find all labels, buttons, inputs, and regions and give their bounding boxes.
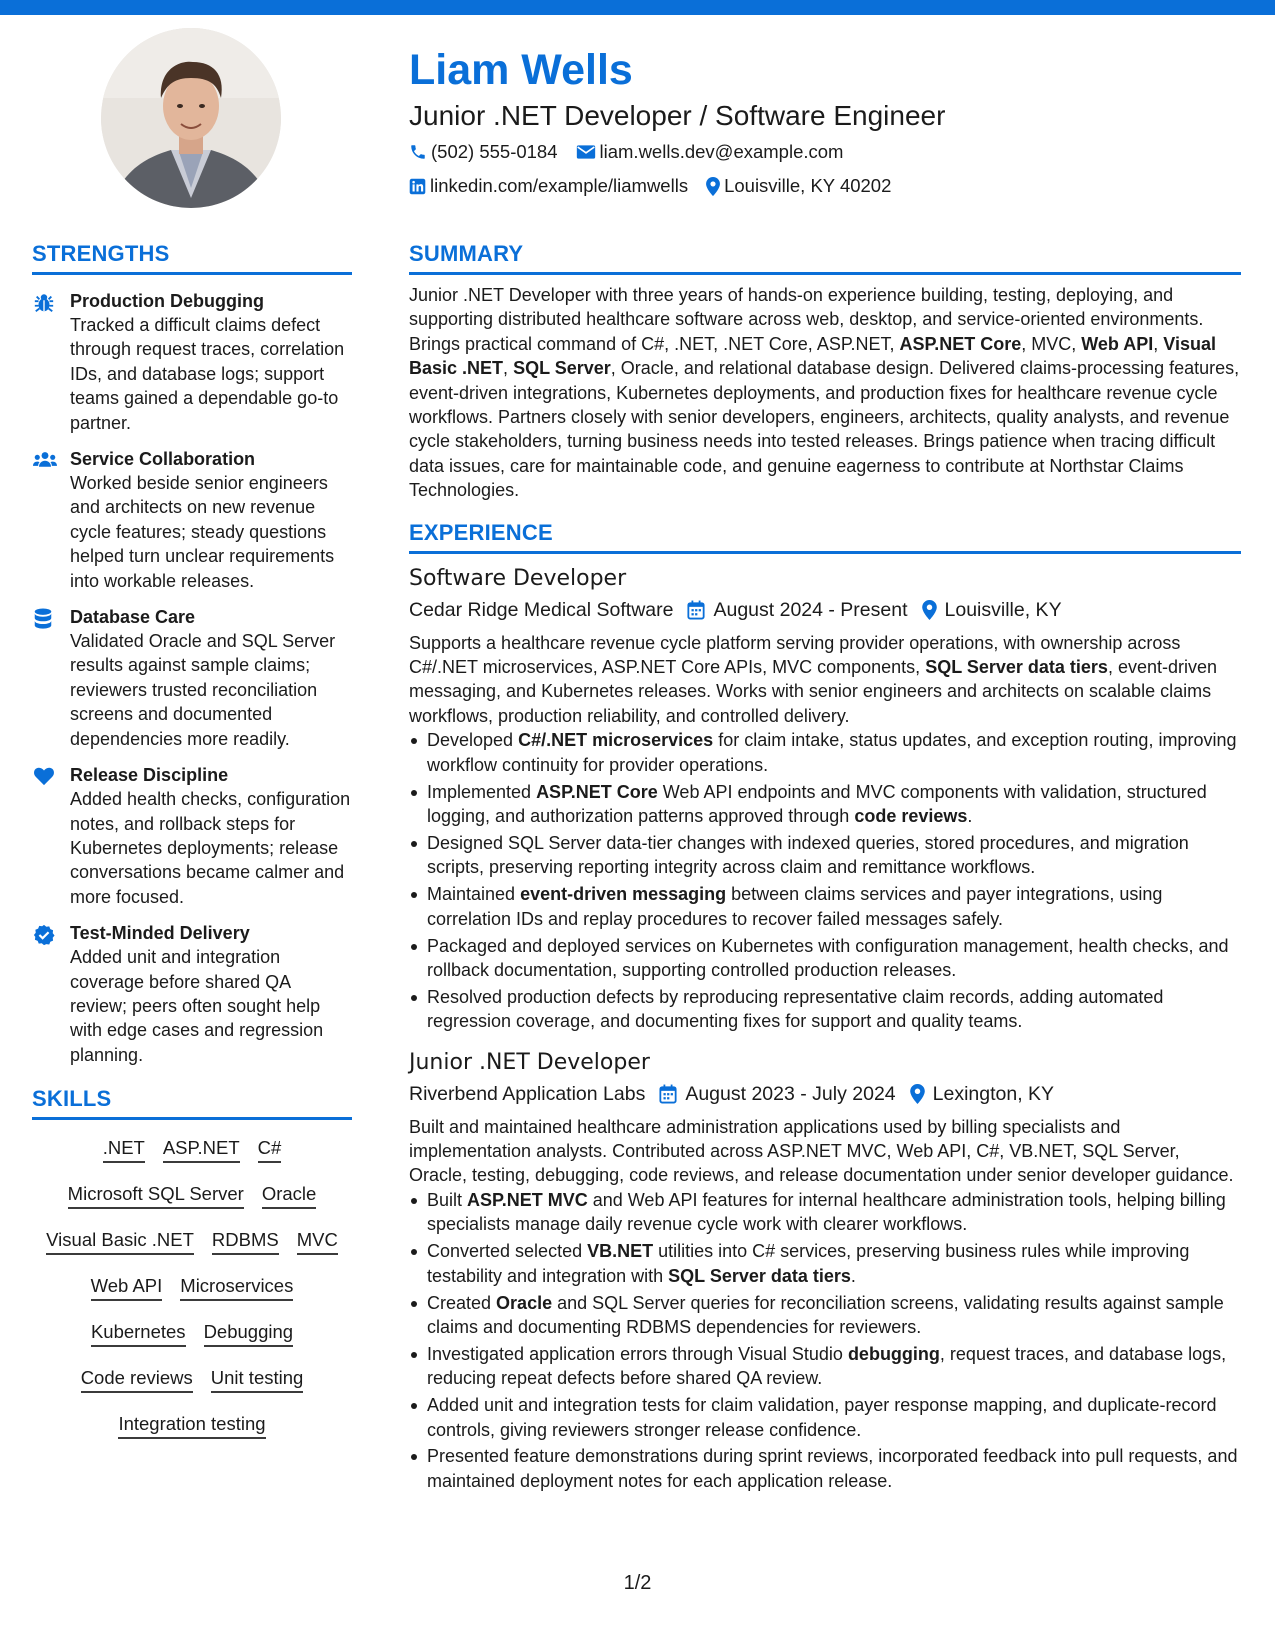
experience-list [409, 564, 1241, 1494]
bold-keyword: ASP.NET Core [536, 781, 658, 802]
skills-list [32, 1136, 352, 1439]
bullet-item: Resolved production defects by reproducing representative claim records, adding automated regression coverage, and documenting fixes for support and quality teams. [409, 985, 1241, 1034]
linkedin-text: linkedin.com/example/liamwells [430, 175, 689, 196]
contact-row-1 [409, 136, 1239, 168]
database-icon [32, 605, 70, 751]
job-dates [659, 1079, 895, 1109]
skill-tag: Web API [91, 1274, 163, 1301]
email-text: liam.wells.dev@example.com [599, 141, 844, 162]
bold-keyword: event-driven messaging [520, 884, 727, 905]
skill-tag: RDBMS [212, 1228, 279, 1255]
calendar-icon [687, 600, 705, 620]
skill-tag: Oracle [262, 1182, 317, 1209]
bold-keyword: C#/.NET microservices [518, 730, 714, 751]
skill-row [32, 1274, 352, 1301]
bullet-item: Built ASP.NET MVC and Web API features for internal healthcare administration tools, helping billing specialists manage daily revenue cycle work with clearer workflows. [409, 1188, 1241, 1237]
heart-icon [32, 763, 70, 909]
job-entry [409, 1048, 1241, 1494]
bullet-item: Investigated application errors through Visual Studio debugging, request traces, and database logs, reducing repeat defects before shared QA review. [409, 1342, 1241, 1391]
skill-tag: Integration testing [118, 1412, 265, 1439]
skills-heading: SKILLS [32, 1085, 352, 1120]
strength-description: Added health checks, configuration notes, and rollback steps for Kubernetes deployments; release conversations became calmer and more focused. [70, 789, 351, 907]
strength-item [32, 447, 352, 593]
linkedin-contact[interactable] [409, 170, 688, 202]
bold-keyword: ASP.NET MVC [467, 1189, 588, 1210]
bullet-item: Presented feature demonstrations during sprint reviews, incorporated feedback into pull requests, and maintained deployment notes for each application release. [409, 1444, 1241, 1493]
bold-keyword: Oracle [496, 1292, 553, 1313]
strength-item [32, 605, 352, 751]
experience-heading: EXPERIENCE [409, 519, 1241, 554]
phone-text: (502) 555-0184 [431, 141, 558, 162]
skill-tag: MVC [297, 1228, 338, 1255]
map-pin-icon [910, 1084, 925, 1104]
check-circle-icon [32, 921, 70, 1067]
strength-text [70, 763, 352, 909]
summary-heading: SUMMARY [409, 240, 1241, 275]
skill-tag: ASP.NET [163, 1136, 240, 1163]
users-icon [32, 447, 70, 593]
skill-row [32, 1412, 352, 1439]
calendar-icon [659, 1084, 677, 1104]
skill-tag: Microsoft SQL Server [68, 1182, 244, 1209]
job-description: Supports a healthcare revenue cycle platform serving provider operations, with ownership across C#/.NET microservices, ASP.NET Core APIs, MVC components, SQL Server data tiers, event-driven messaging, and Kubernetes releases. Works with senior engineers and architects on scalable claims workflows, production reliability, and controlled delivery. [409, 632, 1218, 726]
strengths-heading: STRENGTHS [32, 240, 352, 275]
page-number: 1/2 [623, 1572, 652, 1594]
phone-contact[interactable] [409, 136, 558, 168]
job-meta [409, 1079, 1241, 1109]
strength-description: Added unit and integration coverage before shared QA review; peers often sought help with edge cases and regression planning. [70, 947, 324, 1065]
skill-tag: Debugging [204, 1320, 294, 1347]
strength-item [32, 921, 352, 1067]
bold-keyword: SQL Server data tiers [925, 657, 1108, 678]
job-company [409, 1079, 645, 1109]
location-text: Louisville, KY 40202 [724, 175, 892, 196]
skill-row [32, 1228, 352, 1255]
bullet-item: Implemented ASP.NET Core Web API endpoints and MVC components with validation, structured logging, and authorization patterns approved through code reviews. [409, 780, 1241, 829]
job-location [910, 1079, 1054, 1109]
phone-icon [409, 143, 427, 161]
bullet-item: Maintained event-driven messaging between claims services and payer integrations, using correlation IDs and replay procedures to recover failed messages safely. [409, 882, 1241, 931]
skill-tag: .NET [103, 1136, 145, 1163]
resume-header [409, 42, 1239, 202]
strength-item [32, 289, 352, 435]
contact-row-2 [409, 170, 1239, 202]
strength-description: Tracked a difficult claims defect through request traces, correlation IDs, and database logs; support teams gained a dependable go-to partner. [70, 315, 345, 433]
bold-keyword: debugging [847, 1343, 940, 1364]
strengths-list [32, 289, 352, 1067]
bold-keyword: Visual Basic .NET [409, 333, 1216, 379]
job-title: Junior .NET Developer [409, 1049, 650, 1075]
strength-title: Service Collaboration [70, 449, 256, 470]
bullet-item: Converted selected VB.NET utilities into C# services, preserving business rules while improving testability and integration with SQL Server data tiers. [409, 1239, 1241, 1288]
job-entry [409, 564, 1241, 1034]
candidate-title: Junior .NET Developer / Software Engineer [409, 100, 946, 131]
date-range: August 2024 - Present [713, 598, 908, 621]
job-title: Software Developer [409, 565, 627, 591]
location-name: Lexington, KY [932, 1082, 1055, 1105]
skill-row [32, 1182, 352, 1209]
envelope-icon [576, 144, 596, 160]
bullet-item: Developed C#/.NET microservices for claim intake, status updates, and exception routing, improving workflow continuity for provider operations. [409, 728, 1241, 777]
skill-tag: Unit testing [211, 1366, 304, 1393]
bug-icon [32, 289, 70, 435]
job-company [409, 595, 673, 625]
bullet-item: Created Oracle and SQL Server queries for reconciliation screens, validating results against sample claims and documenting RDBMS dependencies for reviewers. [409, 1291, 1241, 1340]
job-dates [687, 595, 907, 625]
bold-keyword: code reviews [854, 806, 968, 826]
skill-tag: C# [258, 1136, 282, 1163]
strength-title: Test-Minded Delivery [70, 923, 250, 944]
bullet-item: Designed SQL Server data-tier changes with indexed queries, stored procedures, and migration scripts, preserving reporting integrity across claim and remittance workflows. [409, 831, 1241, 880]
location-contact [706, 170, 891, 202]
bold-keyword: SQL Server data tiers [668, 1265, 851, 1286]
strength-description: Worked beside senior engineers and architects on new revenue cycle features; steady questions helped turn unclear requirements into workable releases. [70, 473, 335, 591]
main-column [409, 240, 1241, 1496]
strength-item [32, 763, 352, 909]
strength-title: Release Discipline [70, 765, 229, 786]
location-name: Louisville, KY [944, 598, 1062, 621]
strength-title: Production Debugging [70, 291, 264, 311]
bold-keyword: ASP.NET Core [899, 333, 1022, 354]
job-bullets [409, 728, 1241, 1033]
bold-keyword: VB.NET [587, 1241, 654, 1262]
skill-tag: Code reviews [81, 1366, 193, 1393]
job-meta [409, 595, 1241, 625]
strength-description: Validated Oracle and SQL Server results against sample claims; reviewers trusted reconciliation screens and documented dependencies more readily. [70, 631, 336, 749]
skill-row [32, 1136, 352, 1163]
company-name: Cedar Ridge Medical Software [409, 598, 674, 621]
strength-text [70, 605, 352, 751]
skill-row [32, 1320, 352, 1347]
sidebar [32, 240, 352, 1458]
job-bullets [409, 1188, 1241, 1493]
job-location [922, 595, 1062, 625]
strength-text [70, 289, 352, 435]
bullet-item: Packaged and deployed services on Kubernetes with configuration management, health checks, and rollback documentation, supporting controlled production releases. [409, 934, 1241, 983]
top-accent-bar [0, 0, 1275, 15]
date-range: August 2023 - July 2024 [685, 1082, 896, 1105]
map-pin-icon [706, 177, 720, 196]
avatar [101, 28, 281, 208]
skill-tag: Microservices [180, 1274, 293, 1301]
bold-keyword: SQL Server [513, 358, 611, 379]
strength-title: Database Care [70, 607, 196, 628]
company-name: Riverbend Application Labs [409, 1082, 646, 1105]
linkedin-icon [409, 178, 426, 195]
strength-text [70, 447, 352, 593]
strength-text [70, 921, 352, 1067]
summary-text: Junior .NET Developer with three years of hands-on experience building, testing, deploying, and supporting distributed healthcare software across web, desktop, and service-oriented environments. Brings practical command of C#, .NET, .NET Core, ASP.NET, ASP.NET Core, MVC, Web API, Visual Basic .NET, SQL Server, Oracle, and relational database design. Delivered claims-processing features, event-driven integrations, Kubernetes deployments, and production fixes for healthcare revenue cycle workflows. Partners closely with senior developers, engineers, architects, quality analysts, and revenue cycle stakeholders, turning business needs into tested releases. Brings patience when tracing difficult data issues, care for maintainable code, and genuine eagerness to contribute at Northstar Claims Technologies. [409, 285, 1240, 501]
skill-tag: Visual Basic .NET [46, 1228, 194, 1255]
map-pin-icon [922, 600, 937, 620]
bullet-item: Added unit and integration tests for claim validation, payer response mapping, and duplicate-record controls, giving reviewers stronger release confidence. [409, 1393, 1241, 1442]
email-contact[interactable] [576, 136, 844, 168]
skill-row [32, 1366, 352, 1393]
skill-tag: Kubernetes [91, 1320, 186, 1347]
job-description: Built and maintained healthcare administration applications used by billing specialists and implementation analysts. Contributed across ASP.NET MVC, Web API, C#, VB.NET, SQL Server, Oracle, testing, debugging, code reviews, and release documentation under senior developer guidance. [409, 1116, 1234, 1186]
bold-keyword: Web API [1081, 333, 1154, 354]
candidate-name: Liam Wells [409, 46, 633, 94]
